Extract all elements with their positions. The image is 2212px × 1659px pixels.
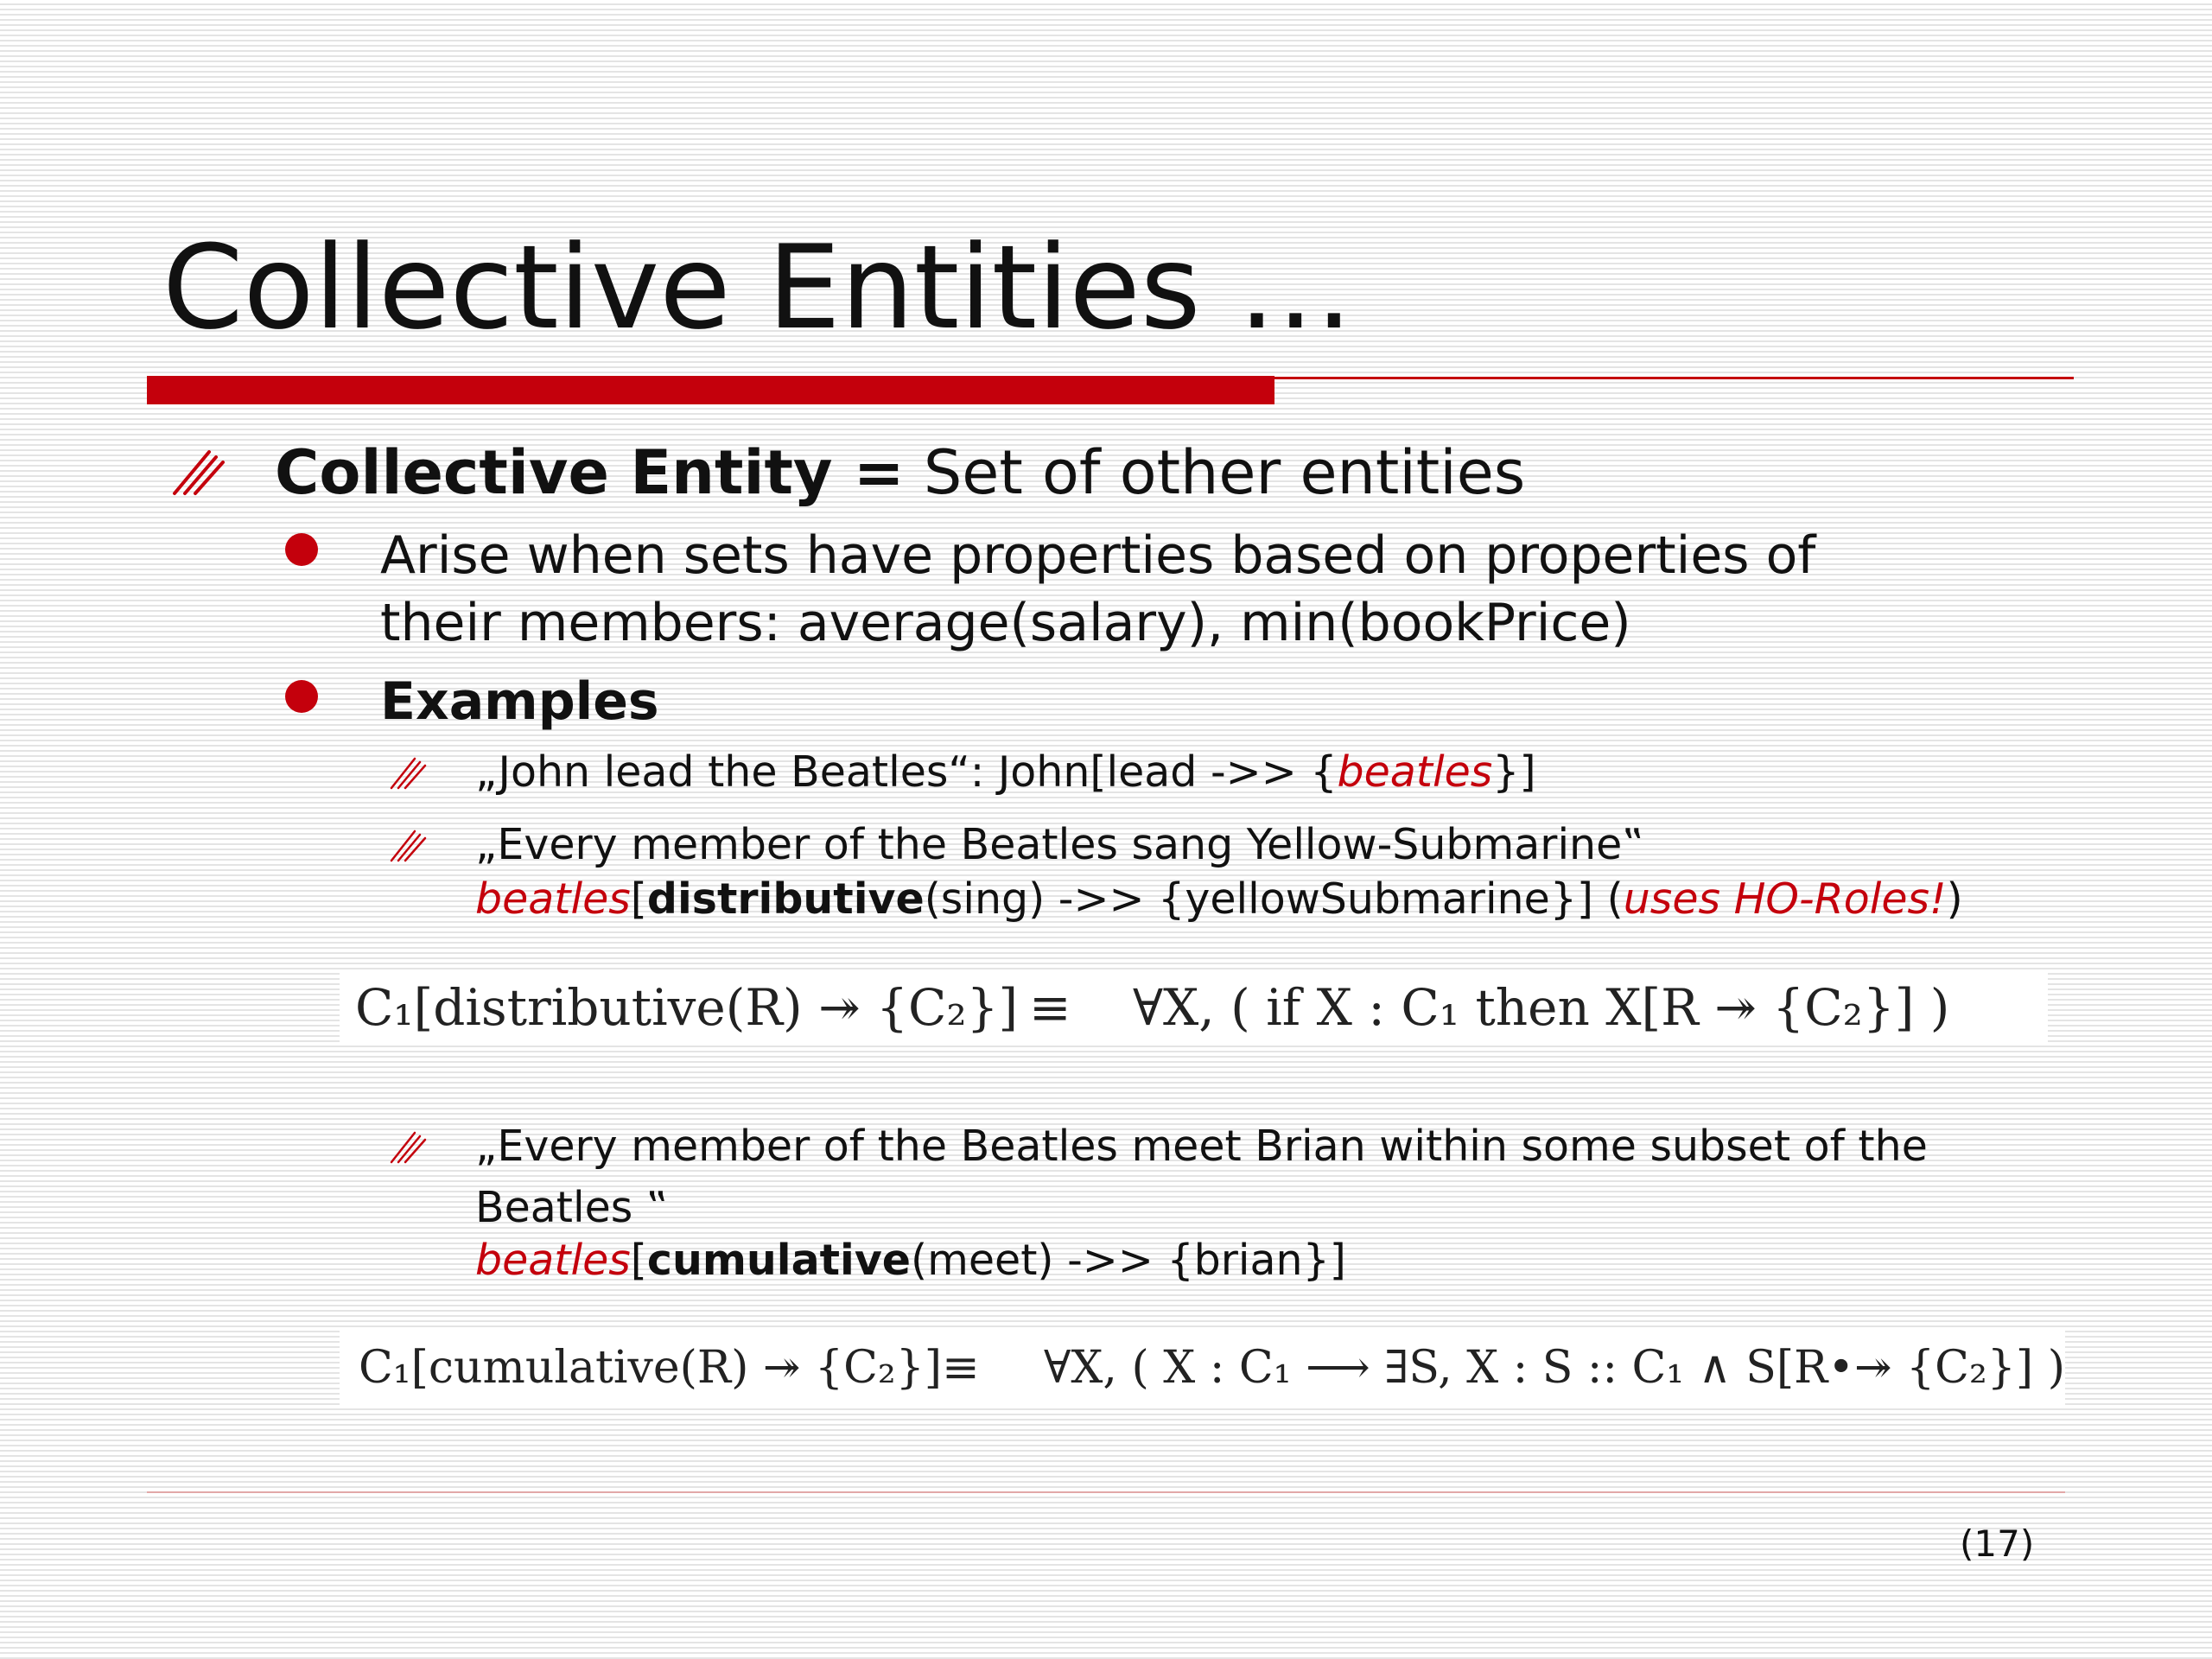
title-underline-thin: [1274, 377, 2074, 379]
example-sang-keyword: distributive: [646, 874, 925, 924]
title-underline-thick: [147, 376, 1274, 404]
definition-term: Collective Entity =: [275, 437, 905, 508]
footer-divider: [147, 1491, 2065, 1493]
definition-text: Set of other entities: [904, 437, 1526, 508]
example-meet-term: beatles: [475, 1236, 631, 1285]
example-john-suffix: }]: [1492, 747, 1536, 797]
page-number: (17): [1960, 1522, 2035, 1565]
example-meet-keyword: cumulative: [646, 1236, 912, 1285]
bullet-dot-icon: [285, 533, 318, 566]
bullet-arise-line2: their members: average(salary), min(bookPrice): [380, 593, 1631, 653]
slide-title: Collective Entities …: [162, 220, 1354, 355]
paren-close: ): [1946, 874, 1963, 924]
bracket-open: [: [630, 1236, 647, 1285]
formula-lhs: C₁[distributive(R) ↠ {C₂}]: [355, 978, 1019, 1037]
examples-heading: Examples: [380, 671, 659, 732]
formula-rhs: ∀X, ( if X : C₁ then X[R ↠ {C₂}] ): [1133, 978, 1950, 1037]
example-sang-term: beatles: [475, 874, 631, 924]
example-john-text: „John lead the Beatles“: John[lead ->> {: [475, 747, 1338, 797]
example-sang-text: (sing) ->> {yellowSubmarine}] (: [924, 874, 1624, 924]
example-sang-line2: [475, 872, 1963, 927]
collective-entity-definition: [275, 434, 1525, 512]
example-john-term: beatles: [1337, 747, 1493, 797]
hatch-bullet-icon: [389, 827, 427, 863]
example-meet-line2: Beatles ‟: [475, 1183, 669, 1232]
cumulative-formula: [340, 1331, 2065, 1405]
example-john: [475, 745, 1536, 800]
example-meet-line3: [475, 1233, 1346, 1288]
bullet-arise-line1: Arise when sets have properties based on properties of: [380, 525, 1816, 586]
hatch-bullet-icon: [389, 754, 427, 791]
hatch-bullet-icon: [389, 1128, 427, 1165]
example-sang-line1: „Every member of the Beatles sang Yellow-Submarine‟: [475, 820, 1644, 869]
bullet-dot-icon: [285, 680, 318, 713]
hatch-bullet-icon: [171, 447, 226, 497]
example-meet-line1: „Every member of the Beatles meet Brian within some subset of the: [475, 1122, 1928, 1171]
formula-rhs: ∀X, ( X : C₁ ⟶ ∃S, X : S :: C₁ ∧ S[R•↠ {C₂}] ): [1044, 1342, 2065, 1394]
example-sang-note: uses HO-Roles!: [1623, 874, 1947, 924]
formula-equiv: ≡: [942, 1342, 980, 1394]
bracket-open: [: [630, 874, 647, 924]
example-meet-text: (meet) ->> {brian}]: [911, 1236, 1346, 1285]
formula-equiv: ≡: [1029, 978, 1071, 1037]
distributive-formula: [340, 969, 2048, 1046]
formula-lhs: C₁[cumulative(R) ↠ {C₂}]: [359, 1342, 943, 1394]
